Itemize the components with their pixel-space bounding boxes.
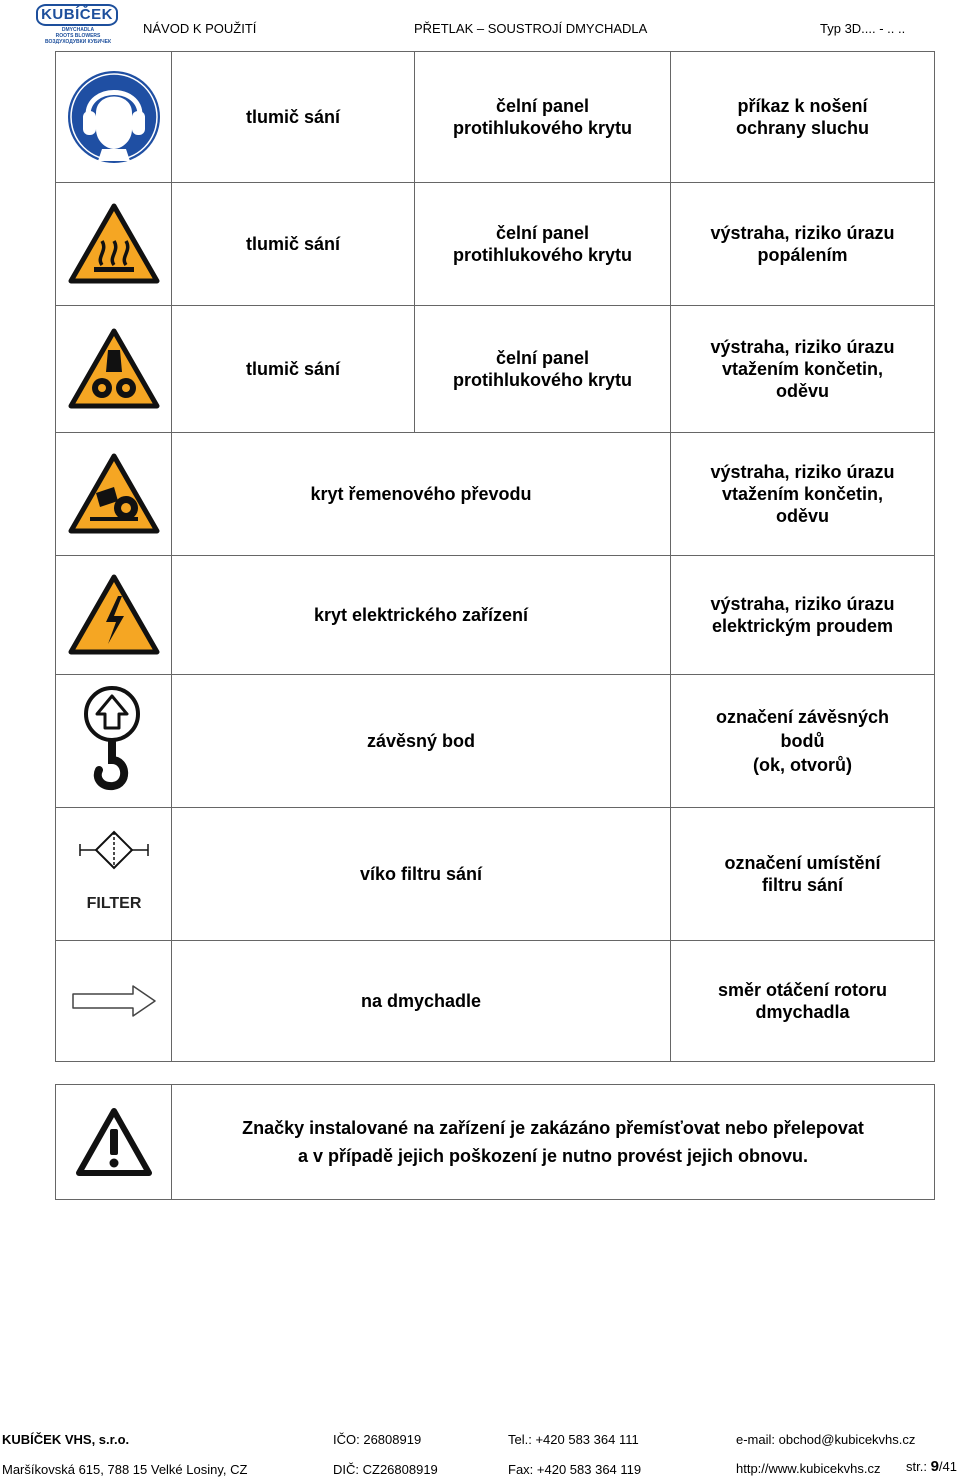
filter-icon xyxy=(68,826,160,922)
location-cell xyxy=(172,433,671,555)
table-row xyxy=(56,432,934,555)
meaning-text: příkaz k nošení ochrany sluchu xyxy=(735,96,870,138)
location-text: víko filtru sání xyxy=(359,864,483,884)
location-cell xyxy=(172,675,671,807)
table-row xyxy=(56,52,934,182)
meaning-cell xyxy=(671,675,934,807)
location-detail-text: čelní panel protihlukového krytu xyxy=(452,223,632,265)
doc-model: Typ 3D.... - .. .. xyxy=(820,21,906,36)
doc-type: NÁVOD K POUŽITÍ xyxy=(143,21,257,36)
footer-dic: DIČ: CZ26808919 xyxy=(333,1462,438,1477)
company-name: KUBÍČEK VHS, s.r.o. xyxy=(2,1432,130,1447)
table-row xyxy=(56,305,934,432)
meaning-cell xyxy=(671,941,934,1061)
location-text: kryt řemenového převodu xyxy=(310,484,532,504)
table-row xyxy=(56,555,934,674)
page-current: 9 xyxy=(930,1458,939,1475)
footer-fax: Fax: +420 583 364 119 xyxy=(508,1462,642,1477)
meaning-cell xyxy=(671,433,934,555)
location-cell xyxy=(172,941,671,1061)
notice-line-2: a v případě jejich poškození je nutno provést jejich obnovu. xyxy=(297,1146,809,1166)
filter-label: FILTER xyxy=(86,895,141,912)
location-cell xyxy=(172,306,415,432)
meaning-cell xyxy=(671,306,934,432)
logo-subtitle-2: ROOTS BLOWERS xyxy=(55,33,101,39)
safety-signs-table xyxy=(55,51,935,1062)
location-text: tlumič sání xyxy=(245,234,341,254)
icon-cell xyxy=(56,433,172,555)
page-number xyxy=(906,1459,957,1474)
location-detail-cell xyxy=(415,52,671,182)
meaning-cell xyxy=(671,556,934,674)
location-detail-cell xyxy=(415,183,671,305)
meaning-text: výstraha, riziko úrazu elektrickým proudem xyxy=(710,594,895,636)
location-detail-text: čelní panel protihlukového krytu xyxy=(452,348,632,390)
page-separator: / xyxy=(938,1459,943,1474)
location-text: na dmychadle xyxy=(360,991,482,1011)
rotation-arrow-icon xyxy=(71,984,157,1018)
footer-tel: Tel.: +420 583 364 111 xyxy=(508,1432,639,1447)
location-text: kryt elektrického zařízení xyxy=(313,605,529,625)
icon-cell xyxy=(56,675,172,807)
notice-text xyxy=(172,1085,934,1199)
lifting-point-icon xyxy=(79,686,149,796)
logo-subtitle-3: ВОЗДУХОДУВКИ КУБИЧЕК xyxy=(44,39,112,45)
meaning-cell xyxy=(671,183,934,305)
icon-cell xyxy=(56,183,172,305)
page-header xyxy=(0,0,960,50)
location-cell xyxy=(172,52,415,182)
electric-shock-warning-icon xyxy=(68,574,160,656)
entanglement-warning-icon xyxy=(68,328,160,410)
page-label: str.: xyxy=(906,1459,927,1474)
meaning-text: výstraha, riziko úrazu vtažením končetin, oděvu xyxy=(710,462,895,526)
icon-cell xyxy=(56,556,172,674)
general-warning-icon xyxy=(75,1107,153,1177)
meaning-text: označení umístění filtru sání xyxy=(724,853,881,895)
icon-cell xyxy=(56,1085,172,1199)
location-cell xyxy=(172,808,671,940)
meaning-cell xyxy=(671,808,934,940)
location-cell xyxy=(172,556,671,674)
location-detail-cell xyxy=(415,306,671,432)
footer-address: Maršíkovská 615, 788 15 Velké Losiny, CZ xyxy=(2,1462,248,1477)
location-text: závěsný bod xyxy=(366,731,476,751)
table-row xyxy=(56,182,934,305)
location-text: tlumič sání xyxy=(245,359,341,379)
ear-protection-icon xyxy=(66,69,162,165)
meaning-cell xyxy=(671,52,934,182)
location-cell xyxy=(172,183,415,305)
icon-cell xyxy=(56,941,172,1061)
notice-box xyxy=(55,1084,935,1200)
notice-row xyxy=(56,1085,934,1199)
location-text: tlumič sání xyxy=(245,107,341,127)
page-total: 41 xyxy=(942,1459,958,1474)
table-row xyxy=(56,807,934,940)
meaning-text: směr otáčení rotoru dmychadla xyxy=(717,980,888,1022)
notice-line-1: Značky instalované na zařízení je zakázáno přemísťovat nebo přelepovat xyxy=(242,1118,864,1138)
logo-subtitle-1: DMYCHADLA xyxy=(61,27,95,33)
kubicek-logo xyxy=(36,4,120,44)
logo-wordmark: KUBÍČEK xyxy=(36,4,118,26)
table-row xyxy=(56,674,934,807)
footer-web: http://www.kubicekvhs.cz xyxy=(736,1461,881,1476)
footer-ico: IČO: 26808919 xyxy=(333,1432,422,1447)
meaning-text: výstraha, riziko úrazu popálením xyxy=(710,223,895,265)
icon-cell xyxy=(56,306,172,432)
meaning-text: výstraha, riziko úrazu vtažením končetin, oděvu xyxy=(710,337,895,401)
belt-drive-warning-icon xyxy=(68,453,160,535)
location-detail-text: čelní panel protihlukového krytu xyxy=(452,96,632,138)
meaning-text: označení závěsných bodů (ok, otvorů) xyxy=(715,707,890,775)
doc-subject: PŘETLAK – SOUSTROJÍ DMYCHADLA xyxy=(414,21,648,36)
footer-company xyxy=(2,1432,129,1447)
footer-email: e-mail: obchod@kubicekvhs.cz xyxy=(736,1432,916,1447)
hot-surface-warning-icon xyxy=(68,203,160,285)
icon-cell xyxy=(56,52,172,182)
icon-cell xyxy=(56,808,172,940)
table-row xyxy=(56,940,934,1061)
